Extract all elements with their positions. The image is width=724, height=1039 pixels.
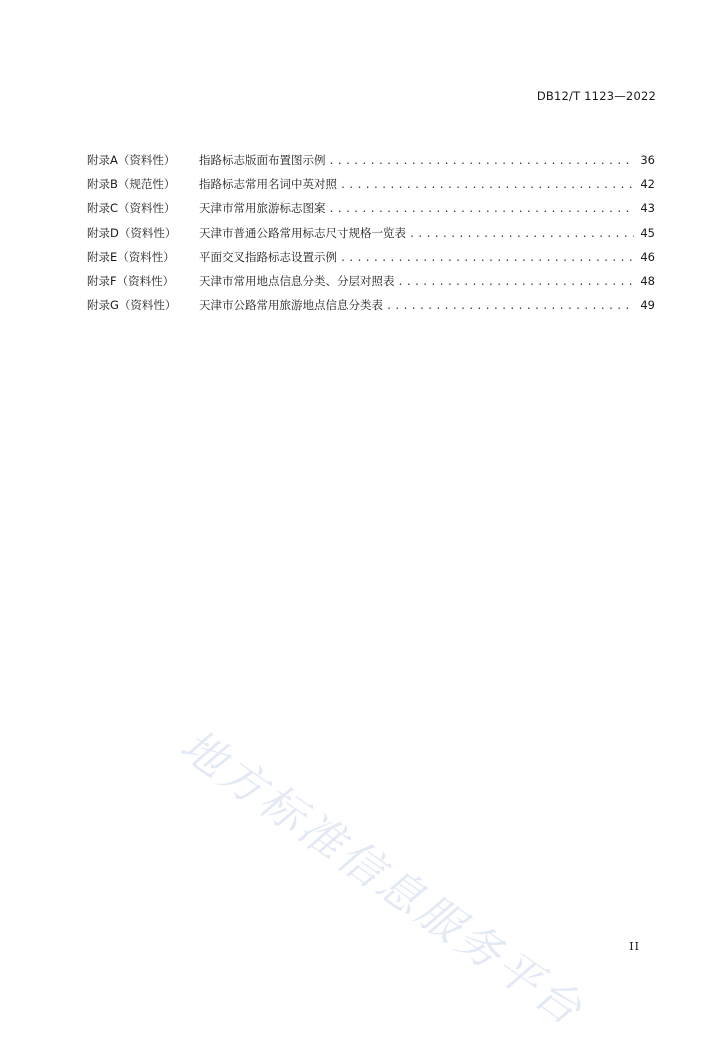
watermark: 地方标准信息服务平台 bbox=[170, 719, 594, 1037]
toc-entry-label: 附录E（资料性） bbox=[87, 249, 175, 264]
toc-entry-label: 附录D（资料性） bbox=[87, 225, 177, 240]
table-of-contents bbox=[87, 152, 655, 321]
toc-entry-title: 指路标志版面布置图示例 bbox=[199, 153, 326, 167]
toc-entry-page: 49 bbox=[640, 298, 655, 313]
toc-entry-page: 36 bbox=[640, 153, 655, 167]
toc-entry-label: 附录G（资料性） bbox=[87, 298, 177, 313]
toc-entry-label: 附录A（资料性） bbox=[87, 153, 176, 167]
toc-entry-appendix-e[interactable] bbox=[87, 249, 655, 273]
toc-entry-appendix-d[interactable] bbox=[87, 225, 655, 249]
toc-entry-appendix-b[interactable] bbox=[87, 176, 655, 200]
toc-leader-dots bbox=[329, 154, 635, 170]
toc-entry-title: 平面交叉指路标志设置示例 bbox=[199, 249, 337, 264]
toc-leader-dots bbox=[409, 227, 634, 243]
toc-entry-page: 45 bbox=[640, 225, 655, 240]
toc-entry-appendix-c[interactable] bbox=[87, 200, 655, 224]
toc-entry-title: 天津市常用地点信息分类、分层对照表 bbox=[199, 273, 395, 288]
toc-entry-page: 42 bbox=[640, 177, 655, 192]
toc-leader-dots bbox=[340, 251, 634, 267]
toc-entry-appendix-f[interactable] bbox=[87, 273, 655, 297]
toc-entry-label: 附录F（资料性） bbox=[87, 273, 175, 288]
toc-entry-appendix-g[interactable] bbox=[87, 297, 655, 321]
toc-entry-label: 附录B（规范性） bbox=[87, 177, 176, 192]
document-code: DB12/T 1123—2022 bbox=[536, 89, 656, 103]
page-number: II bbox=[629, 940, 640, 953]
toc-entry-title: 指路标志常用名词中英对照 bbox=[199, 177, 337, 192]
toc-entry-label: 附录C（资料性） bbox=[87, 201, 176, 216]
toc-entry-title: 天津市普通公路常用标志尺寸规格一览表 bbox=[199, 225, 406, 240]
toc-leader-dots bbox=[340, 178, 634, 194]
toc-entry-page: 43 bbox=[640, 201, 655, 216]
toc-entry-title: 天津市公路常用旅游地点信息分类表 bbox=[199, 298, 383, 313]
toc-leader-dots bbox=[398, 275, 635, 291]
toc-entry-title: 天津市常用旅游标志图案 bbox=[199, 201, 326, 216]
toc-entry-page: 46 bbox=[640, 249, 655, 264]
toc-entry-appendix-a[interactable] bbox=[87, 152, 655, 176]
toc-entry-page: 48 bbox=[640, 273, 655, 288]
toc-leader-dots bbox=[329, 202, 635, 218]
toc-leader-dots bbox=[386, 299, 634, 315]
